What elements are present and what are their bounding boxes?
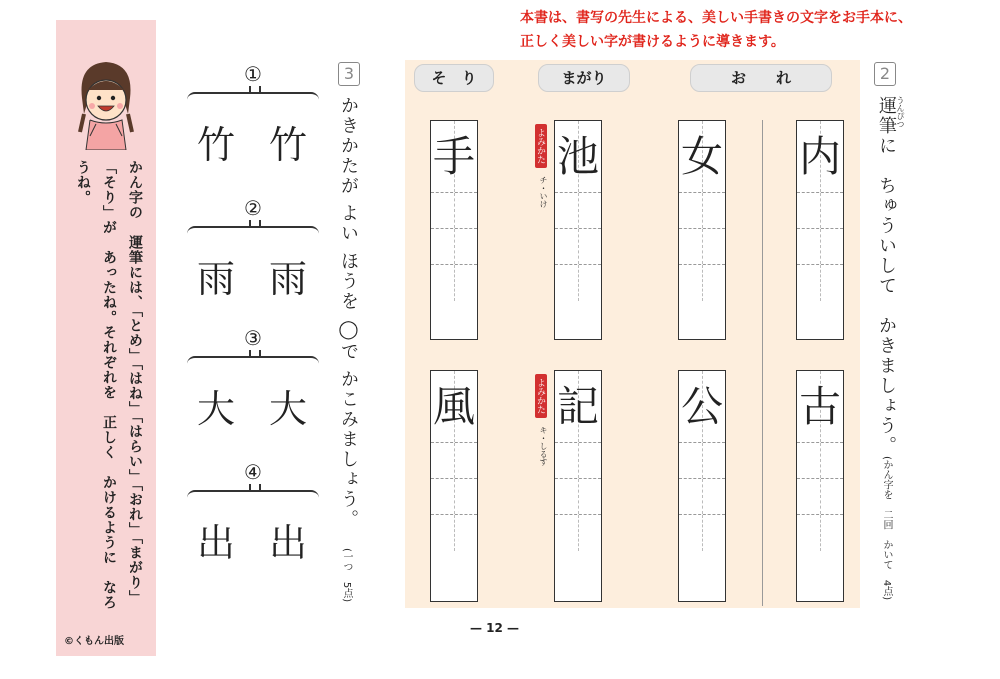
choice-left[interactable]: 出 <box>197 521 236 565</box>
hint-text: かん字の 運筆には、「とめ」「はね」「はらい」「おれ」「まがり」「そり」が あったね。それぞれを 正しく かけるように なろうね。 <box>75 160 143 610</box>
notice <box>520 6 990 54</box>
practice-grid-te[interactable] <box>430 120 478 340</box>
practice-grid-ki[interactable] <box>554 370 602 602</box>
choice-left[interactable]: 雨 <box>197 257 236 301</box>
model-char: 公 <box>680 382 723 431</box>
brace <box>187 92 319 104</box>
practice-grid-ike[interactable] <box>554 120 602 340</box>
practice-grid-onna[interactable] <box>678 120 726 340</box>
practice-grid-kaze[interactable] <box>430 370 478 602</box>
model-char: 古 <box>798 382 841 431</box>
choice-left[interactable]: 竹 <box>197 123 236 167</box>
pair-number: ④ <box>244 460 262 484</box>
pair-number: ① <box>244 62 262 86</box>
pair-number: ② <box>244 196 262 220</box>
section-2-instruction: 運筆に ちゅういして かきましょう。 <box>876 96 897 456</box>
copyright: ©くもん出版 <box>64 636 124 647</box>
practice-grid-ou[interactable] <box>678 370 726 602</box>
choice-pairs <box>183 62 323 622</box>
section-3-badge: 3 <box>338 62 360 86</box>
choice-right[interactable]: 雨 <box>269 257 308 301</box>
section-2-points: (かん字を 二回 かいて 4点) <box>881 456 892 601</box>
brace <box>187 490 319 502</box>
model-char: 池 <box>556 132 599 181</box>
model-char: 風 <box>432 382 475 431</box>
model-char: 手 <box>432 132 475 181</box>
reading-label: よみかた <box>535 124 547 168</box>
choice-pair[interactable] <box>183 378 323 431</box>
notice-line-1: 本書は、書写の先生による、美しい手書きの文字をお手本に、 <box>520 10 912 26</box>
girl-illustration-icon <box>74 54 138 150</box>
model-char: 記 <box>556 382 599 431</box>
choice-right[interactable]: 出 <box>269 521 308 565</box>
header-ore: お れ <box>690 64 832 92</box>
reading-shirusu: キ・しるす <box>539 426 548 466</box>
choice-pair[interactable] <box>183 512 323 565</box>
header-sori: そ り <box>414 64 494 92</box>
section-3-points: (一つ 5点) <box>341 548 352 603</box>
pair-number: ③ <box>244 326 262 350</box>
reading-ike: チ・いけ <box>539 176 548 208</box>
practice-grid-uchi[interactable] <box>796 120 844 340</box>
practice-grid-furui[interactable] <box>796 370 844 602</box>
header-magari: まがり <box>538 64 630 92</box>
section-2-badge: 2 <box>874 62 896 86</box>
page-number: — 12 — <box>470 621 520 635</box>
choice-right[interactable]: 大 <box>269 387 308 431</box>
hint-panel <box>56 20 156 656</box>
choice-left[interactable]: 大 <box>197 387 236 431</box>
choice-pair[interactable] <box>183 114 323 167</box>
choice-right[interactable]: 竹 <box>269 123 308 167</box>
model-char: 女 <box>680 132 723 181</box>
section-3-instruction: かきかたが よい ほうを ◯で かこみましょう。 <box>338 96 359 530</box>
brace <box>187 226 319 238</box>
model-char: 内 <box>798 132 841 181</box>
notice-line-2: 正しく美しい字が書けるように導きます。 <box>520 34 785 50</box>
divider <box>762 120 763 606</box>
furigana: うんぴつ <box>896 96 905 128</box>
choice-pair[interactable] <box>183 248 323 301</box>
reading-label: よみかた <box>535 374 547 418</box>
brace <box>187 356 319 368</box>
